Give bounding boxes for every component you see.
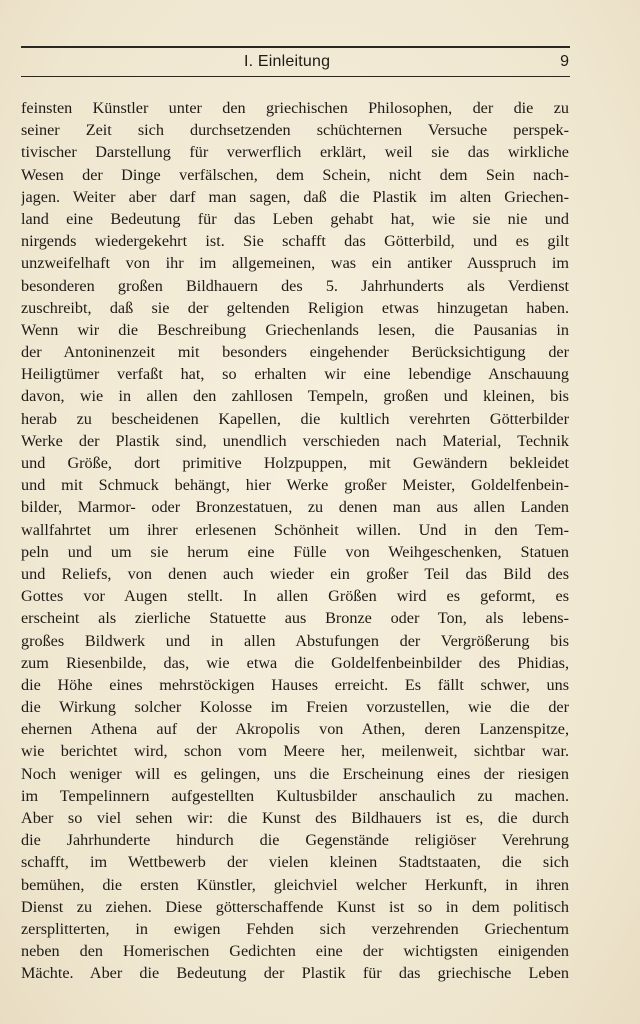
text-line: erscheint als zierliche Statuette aus Bronze oder Ton, als lebens- [21, 609, 569, 628]
text-line: bilder, Marmor- oder Bronzestatuen, zu denen man aus allen Landen [21, 498, 569, 517]
text-line: Gottes vor Augen stellt. In allen Größen wird es geformt, es [21, 587, 569, 606]
text-line: neben den Homerischen Gedichten eine der wichtigsten einigenden [21, 942, 569, 961]
text-line: Mächte. Aber die Bedeutung der Plastik für das griechische Leben [21, 964, 569, 983]
header-rule-bottom [21, 76, 570, 77]
body-text [21, 97, 569, 985]
text-line: und Reliefs, von denen auch wieder ein großer Teil das Bild des [21, 564, 569, 583]
text-line: im Tempelinnern aufgestellten Kultusbilder anschaulich zu machen. [21, 786, 569, 805]
text-line: besonderen großen Bildhauern des 5. Jahrhunderts als Verdienst [21, 276, 569, 295]
text-line: und mit Schmuck behängt, hier Werke großer Meister, Goldelfenbein- [21, 476, 569, 495]
header-rule-top [21, 46, 570, 48]
text-line: und Größe, dort primitive Holzpuppen, mit Gewändern bekleidet [21, 454, 569, 472]
text-line: schafft, im Wettbewerb der vielen kleinen Stadtstaaten, die sich [21, 853, 569, 872]
text-line: zuschreibt, daß sie der geltenden Religion etwas hinzugetan haben. [21, 298, 569, 317]
text-line: davon, wie in allen den zahllosen Tempeln, großen und kleinen, bis [21, 387, 569, 406]
text-line: die Wirkung solcher Kolosse im Freien vorzustellen, wie die der [21, 698, 569, 717]
text-line: unzweifelhaft von ihr im allgemeinen, was ein antiker Ausspruch im [21, 254, 569, 273]
text-line: jagen. Weiter aber darf man sagen, daß die Plastik im alten Griechen- [21, 187, 569, 206]
text-line: die Höhe eines mehrstöckigen Hauses erreicht. Es fällt schwer, uns [21, 675, 569, 694]
text-line: Dienst zu ziehen. Diese götterschaffende Kunst ist so in dem politisch [21, 897, 569, 916]
text-line: land eine Bedeutung für das Leben gehabt hat, wie sie nie und [21, 209, 569, 228]
text-line: Heiligtümer verfaßt hat, so erhalten wir eine lebendige Anschauung [21, 365, 569, 384]
text-line: Werke der Plastik sind, unendlich verschieden nach Material, Technik [21, 431, 569, 450]
text-line: zum Riesenbilde, das, wie etwa die Goldelfenbeinbilder des Phidias, [21, 653, 569, 672]
text-line: Wesen der Dinge verfälschen, dem Schein, nicht dem Sein nach- [21, 165, 569, 184]
text-line: feinsten Künstler unter den griechischen Philosophen, der die zu [21, 99, 569, 117]
text-line: großes Bildwerk und in allen Abstufungen der Vergrößerung bis [21, 631, 569, 650]
text-line: wie berichtet wird, schon vom Meere her, meilenweit, sichtbar war. [21, 742, 569, 761]
page-number: 9 [560, 53, 569, 70]
text-line: der Antoninenzeit mit besonders eingehender Berücksichtigung der [21, 343, 569, 362]
text-line: peln und um sie herum eine Fülle von Weihgeschenken, Statuen [21, 542, 569, 561]
text-line: Aber so viel sehen wir: die Kunst des Bildhauers ist es, die durch [21, 809, 569, 827]
text-line: tivischer Darstellung für verwerflich erklärt, weil sie das wirkliche [21, 143, 569, 162]
text-line: seiner Zeit sich durchsetzenden schüchternen Versuche perspek- [21, 121, 569, 140]
text-line: die Jahrhunderte hindurch die Gegenstände religiöser Verehrung [21, 831, 569, 850]
text-line: herab zu bescheidenen Kapellen, die kultlich verehrten Götterbilder [21, 409, 569, 428]
text-line: Wenn wir die Beschreibung Griechenlands lesen, die Pausanias in [21, 320, 569, 339]
text-line: nirgends wiedergekehrt ist. Sie schafft das Götterbild, und es gilt [21, 232, 569, 251]
text-line: zersplitterten, in ewigen Fehden sich verzehrenden Griechentum [21, 919, 569, 938]
text-line: Noch weniger will es gelingen, uns die Erscheinung eines der riesigen [21, 764, 569, 783]
text-line: bemühen, die ersten Künstler, gleichviel welcher Herkunft, in ihren [21, 875, 569, 894]
running-head: I. Einleitung [244, 53, 331, 70]
text-line: wallfahrtet um ihrer erlesenen Schönheit willen. Und in den Tem- [21, 520, 569, 539]
text-line: ehernen Athena auf der Akropolis von Athen, deren Lanzenspitze, [21, 720, 569, 739]
